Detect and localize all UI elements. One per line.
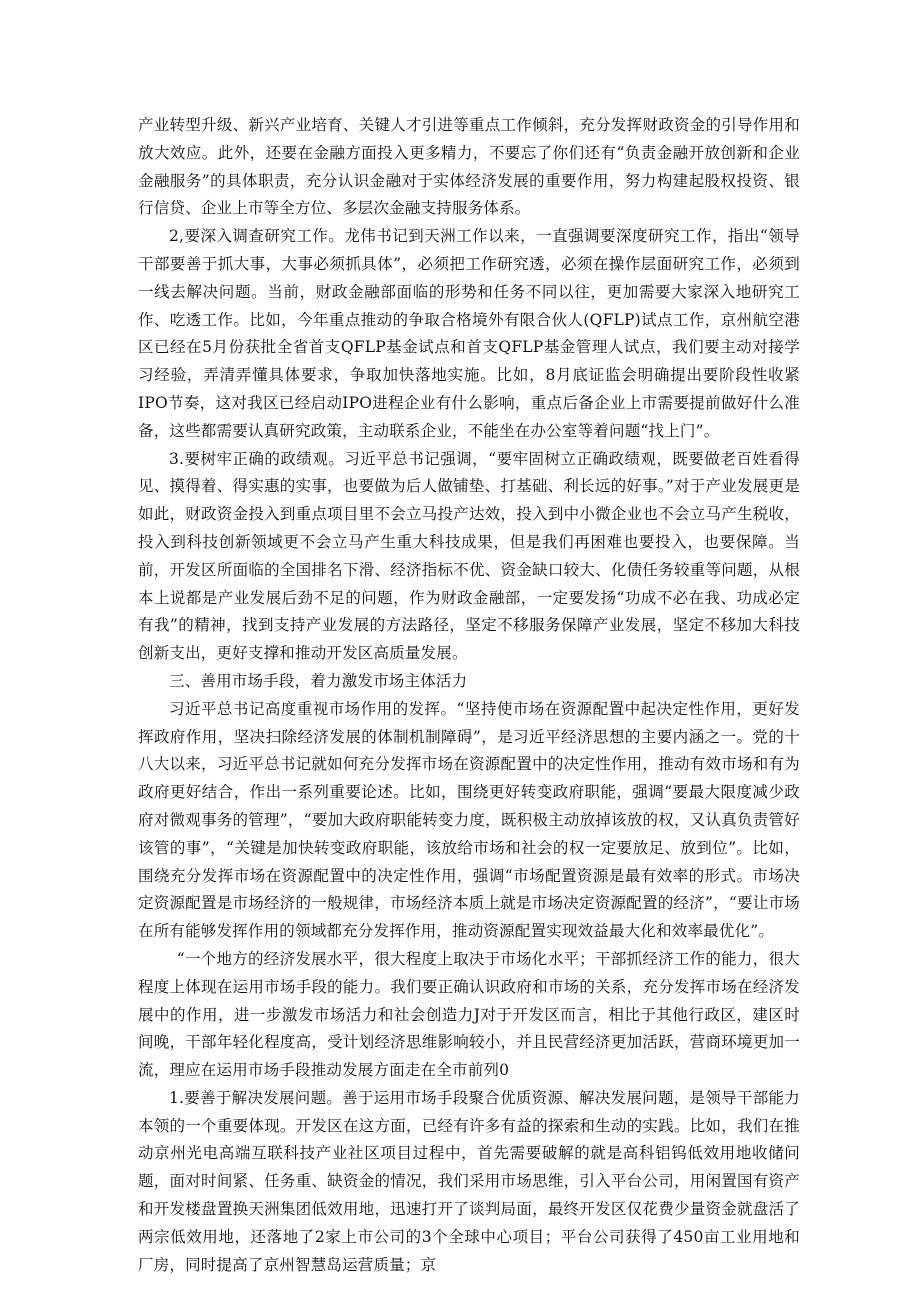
paragraph-1: 产业转型升级、新兴产业培育、关键人才引进等重点工作倾斜，充分发挥财政资金的引导作用和放大效应。此外，还要在金融方面投入更多精力，不要忘了你们还有“负责金融开放创新和企业金融服务”的具体职责，充分认识金融对于实体经济发展的重要作用，努力构建起股权投资、银行信贷、企业上市等全方位、多层次金融支持服务体系。 [138,116,800,218]
paragraph-2: 2,要深入调查研究工作。龙伟书记到天洲工作以来，一直强调要深度研究工作，指出“领导干部要善于抓大事，大事必须抓具体”，必须把工作研究透，必须在操作层面研究工作，必须到一线去解决问题。当前，财政金融部面临的形势和任务不同以往，更加需要大家深入地研究工作、吃透工作。比如，今年重点推动的争取合格境外有限合伙人(QFLP)试点工作，京州航空港区已经在5月份获批全省首支QFLP基金试点和首支QFLP基金管理人试点，我们要主动对接学习经验，弄清弄懂具体要求，争取加快落地实施。比如，8月底证监会明确提出要阶段性收紧IPO节奏，这对我区已经启动IPO进程企业有什么影响，重点后备企业上市需要提前做好什么准备，这些都需要认真研究政策，主动联系企业，不能坐在办公室等着问题“找上门”。 [138,227,800,440]
document-body [138,112,800,1279]
paragraph-6: 1.要善于解决发展问题。善于运用市场手段聚合优质资源、解决发展问题，是领导干部能力本领的一个重要体现。开发区在这方面，已经有许多有益的探索和生动的实践。比如，我们在推动京州光电高端互联科技产业社区项目过程中，首先需要破解的就是高科铝钨低效用地收储问题，面对时间紧、任务重、缺资金的情况，我们采用市场思维，引入平台公司，用闲置国有资产和开发楼盘置换天洲集团低效用地，迅速打开了谈判局面，最终开发区仅花费少量资金就盘活了两宗低效用地，还落地了2家上市公司的3个全球中心项目；平台公司获得了450亩工业用地和厂房，同时提高了京州智慧岛运营质量；京 [138,1088,800,1274]
paragraph-3: 3.要树牢正确的政绩观。习近平总书记强调，“要牢固树立正确政绩观，既要做老百姓看得见、摸得着、得实惠的实事，也要做为后人做铺垫、打基础、利长远的好事。”对于产业发展更是如此，财政资金投入到重点项目里不会立马投产达效，投入到中小微企业也不会立马产生税收，投入到科技创新领域更不会立马产生重大科技成果，但是我们再困难也要投入，也要保障。当前，开发区所面临的全国排名下滑、经济指标不优、资金缺口较大、化债任务较重等问题，从根本上说都是产业发展后劲不足的问题，作为财政金融部，一定要发扬“功成不必在我、功成必定有我”的精神，找到支持产业发展的方法路径，坚定不移服务保障产业发展，坚定不移加大科技创新支出，更好支撑和推动开发区高质量发展。 [138,449,800,663]
paragraph-4: 习近平总书记高度重视市场作用的发挥。“坚持使市场在资源配置中起决定性作用，更好发挥政府作用，坚决扫除经济发展的体制机制障碍”，是习近平经济思想的主要内涵之一。党的十八大以来，习近平总书记就如何充分发挥市场在资源配置中的决定性作用，推动有效市场和有为政府更好结合，作出一系列重要论述。比如，围绕更好转变政府职能，强调“要最大限度减少政府对微观事务的管理”，“要加大政府职能转变力度，既积极主动放掉该放的权，又认真负责管好该管的事”，“关键是加快转变政府职能，该放给市场和社会的权一定要放足、放到位”。比如，围绕充分发挥市场在资源配置中的决定性作用，强调“市场配置资源是最有效率的形式。市场决定资源配置是市场经济的一般规律，市场经济本质上就是市场决定资源配置的经济”，“要让市场在所有能够发挥作用的领域都充分发挥作用，推动资源配置实现效益最大化和效率最优化”。 [138,699,800,941]
section-heading: 三、善用市场手段，着力激发市场主体活力 [169,671,468,690]
paragraph-5: “一个地方的经济发展水平，很大程度上取决于市场化水平；干部抓经济工作的能力，很大程度上体现在运用市场手段的能力。我们要正确认识政府和市场的关系，充分发挥市场在经济发展中的作用，进一步激发市场活力和社会创造力J对于开发区而言，相比于其他行政区，建区时间晚，干部年轻化程度高，受计划经济思维影响较小，并且民营经济更加活跃，营商环境更加一流，理应在运用市场手段推动发展方面走在全市前列0 [138,949,800,1080]
